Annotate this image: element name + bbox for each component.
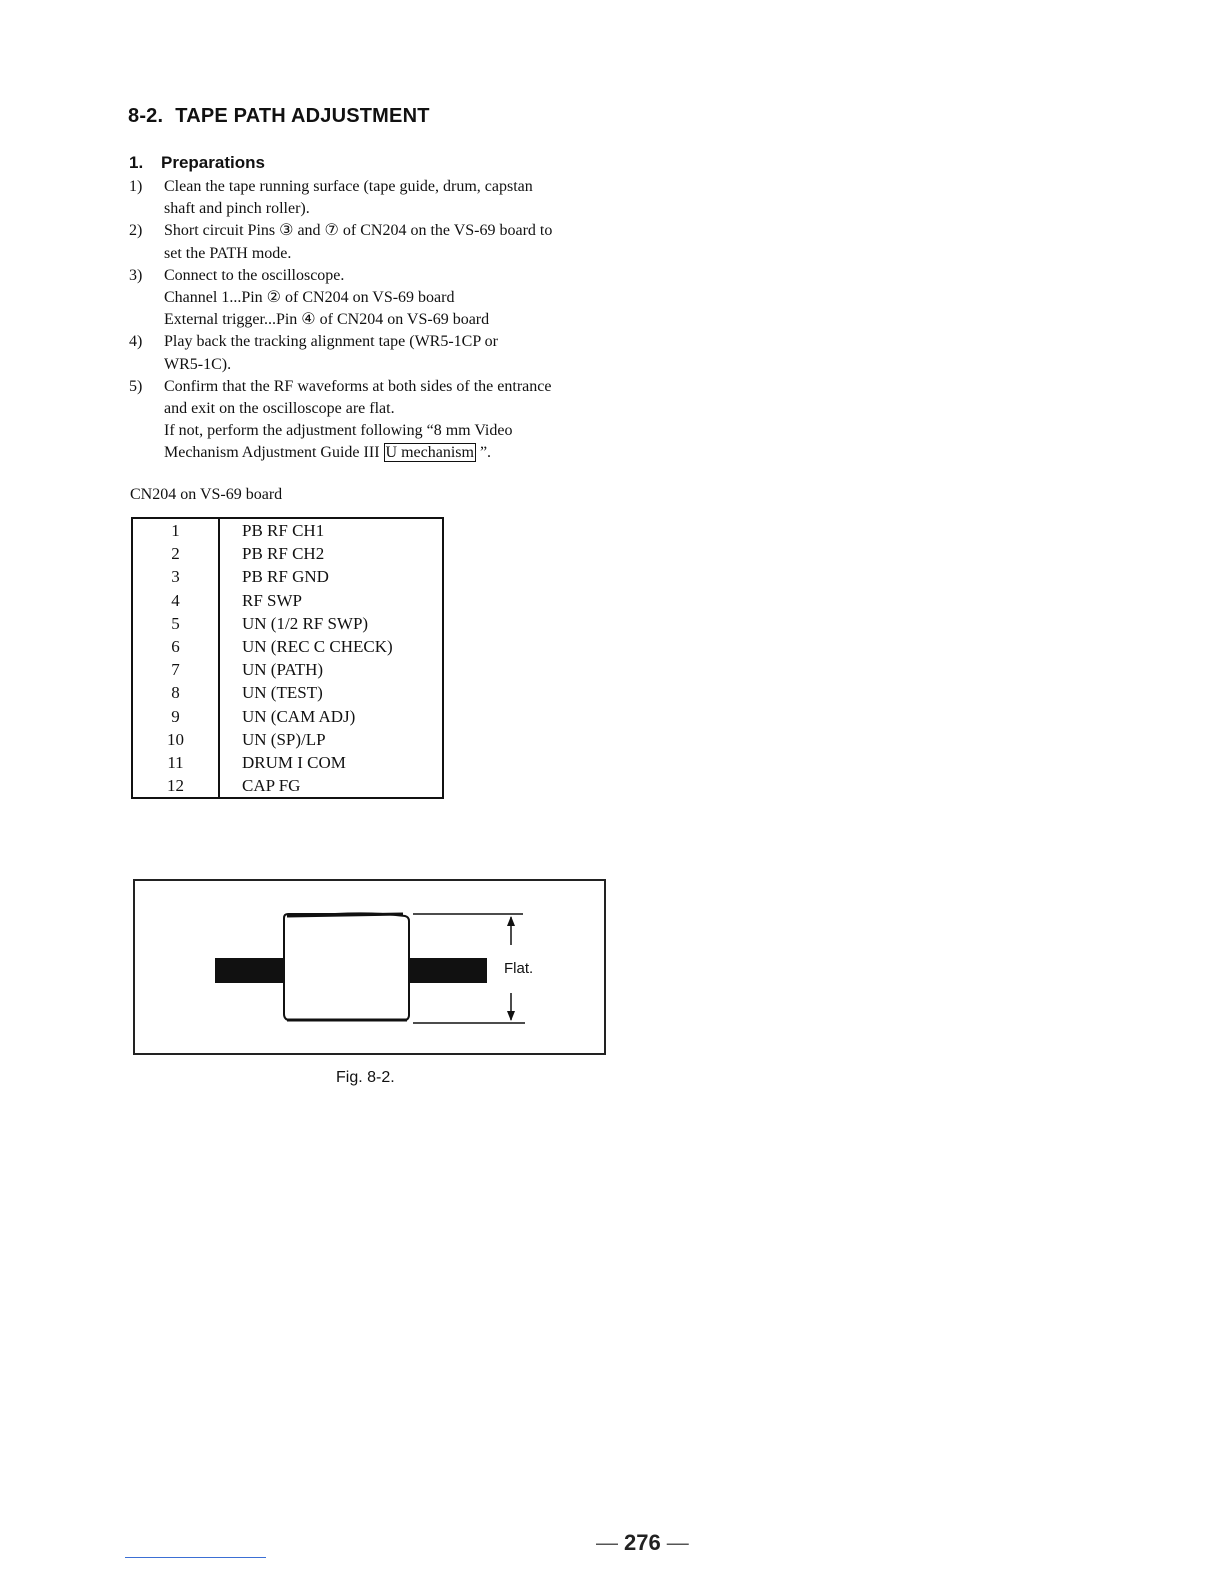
step-number: 2) — [129, 222, 143, 240]
pin-number: 2 — [132, 542, 219, 565]
boxed-reference: U mechanism — [385, 444, 474, 462]
step-line: Play back the tracking alignment tape (WR5-1CP or — [164, 333, 498, 351]
pin-signal: RF SWP — [242, 590, 302, 610]
pin-number: 4 — [132, 589, 219, 612]
left-rf-block — [215, 958, 284, 983]
page-number — [590, 1530, 695, 1556]
pin-signal: UN (SP)/LP — [242, 729, 326, 749]
pin-signal: DRUM I COM — [242, 752, 346, 772]
page-dash-left: — — [596, 1530, 618, 1555]
envelope-top-edge — [287, 914, 403, 916]
pin-signal: UN (PATH) — [242, 660, 324, 680]
step-1 — [129, 176, 602, 220]
rf-envelope — [284, 913, 409, 1020]
page-number-value: 276 — [624, 1530, 661, 1555]
table-row — [132, 589, 443, 612]
pin-signal: PB RF GND — [242, 567, 329, 587]
table-row — [132, 565, 443, 588]
step-line: Confirm that the RF waveforms at both sides of the entrance — [164, 377, 552, 395]
pin-number: 7 — [132, 658, 219, 681]
table-row — [132, 705, 443, 728]
waveform-figure — [133, 879, 606, 1055]
table-row — [132, 542, 443, 565]
step-line: shaft and pinch roller). — [164, 200, 310, 218]
pin-number: 1 — [132, 518, 219, 542]
table-row — [132, 635, 443, 658]
table-row — [132, 658, 443, 681]
pin-signal: UN (REC C CHECK) — [242, 637, 393, 657]
table-caption: CN204 on VS-69 board — [130, 486, 283, 503]
table-row — [132, 751, 443, 774]
step-line: and exit on the oscilloscope are flat. — [164, 400, 395, 418]
page-dash-right: — — [666, 1530, 689, 1555]
step-line: set the PATH mode. — [164, 244, 292, 262]
step-line: WR5-1C). — [164, 355, 232, 373]
table-row — [132, 681, 443, 704]
table-row — [132, 612, 443, 635]
pin-number: 3 — [132, 565, 219, 588]
waveform-diagram — [135, 881, 604, 1053]
step-4 — [129, 331, 602, 375]
section-heading — [128, 105, 430, 128]
step-2 — [129, 220, 602, 264]
right-rf-block — [409, 958, 487, 983]
step-3 — [129, 265, 602, 332]
step-line: External trigger...Pin ④ of CN204 on VS-69 board — [164, 311, 490, 329]
subsection-title: Preparations — [161, 153, 265, 172]
step-line-suffix: ”. — [475, 444, 492, 462]
step-number: 1) — [129, 178, 143, 195]
step-number: 4) — [129, 333, 143, 351]
table-row — [132, 728, 443, 751]
step-5 — [129, 376, 602, 465]
pin-signal: UN (CAM ADJ) — [242, 706, 356, 726]
pin-number: 8 — [132, 681, 219, 704]
footer-rule — [125, 1557, 266, 1558]
section-title: TAPE PATH ADJUSTMENT — [175, 105, 430, 127]
preparation-steps — [129, 176, 602, 465]
pin-number: 10 — [132, 728, 219, 751]
figure-caption: Fig. 8-2. — [336, 1069, 395, 1086]
pin-table — [131, 517, 444, 799]
section-number: 8-2. — [128, 105, 164, 127]
pin-signal: UN (1/2 RF SWP) — [242, 613, 369, 633]
pin-signal: PB RF CH2 — [242, 544, 325, 564]
step-line: Short circuit Pins ③ and ⑦ of CN204 on the VS-69 board to — [164, 222, 553, 240]
step-line: Connect to the oscilloscope. — [164, 266, 345, 284]
step-line: Clean the tape running surface (tape guide, drum, capstan — [164, 178, 533, 195]
flat-label: Flat. — [504, 960, 534, 977]
step-line-prefix: Mechanism Adjustment Guide III — [164, 444, 380, 462]
pin-number: 9 — [132, 705, 219, 728]
down-arrow-icon — [507, 1011, 515, 1021]
subsection-number: 1. — [129, 153, 144, 172]
subsection-heading — [129, 153, 265, 173]
step-line: If not, perform the adjustment following “8 mm Video — [164, 422, 513, 440]
pin-number: 5 — [132, 612, 219, 635]
pin-signal: UN (TEST) — [242, 683, 323, 703]
up-arrow-icon — [507, 916, 515, 926]
step-number: 3) — [129, 266, 143, 284]
pin-number: 11 — [132, 751, 219, 774]
pin-number: 12 — [132, 774, 219, 798]
step-line — [164, 442, 602, 464]
table-row — [132, 774, 443, 798]
pin-signal: PB RF CH1 — [242, 521, 325, 541]
step-number: 5) — [129, 377, 143, 395]
pin-signal: CAP FG — [242, 776, 301, 796]
pin-number: 6 — [132, 635, 219, 658]
table-row — [132, 518, 443, 542]
step-line: Channel 1...Pin ② of CN204 on VS-69 board — [164, 289, 455, 307]
